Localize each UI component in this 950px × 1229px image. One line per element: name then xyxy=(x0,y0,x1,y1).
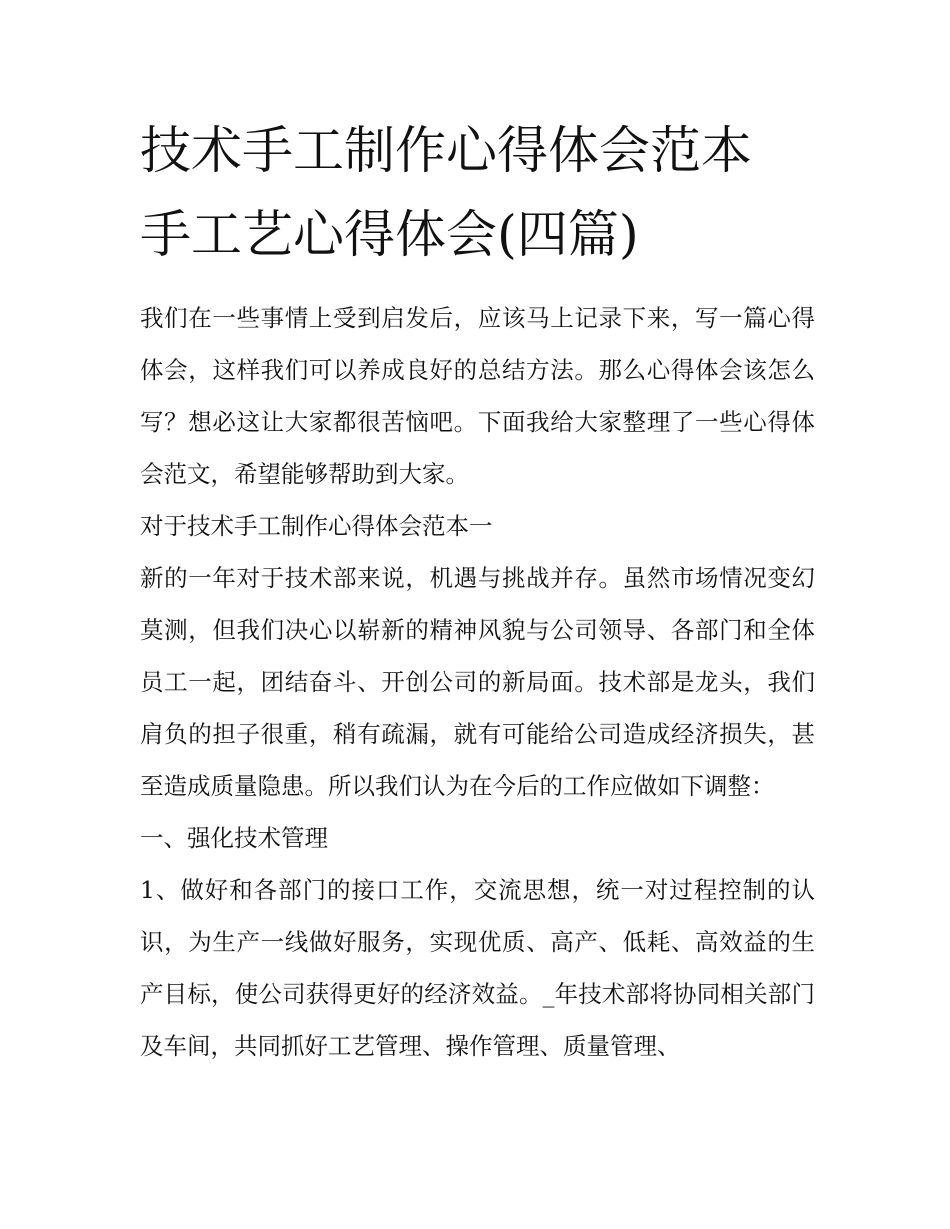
section-heading-sample-one: 对于技术手工制作心得体会范本一 xyxy=(140,512,493,540)
body-paragraph: 新的一年对于技术部来说，机遇与挑战并存。虽然市场情况变幻莫测，但我们决心以崭新的精神风貌与公司领导、各部门和全体员工一起，团结奋斗、开创公司的新局面。技术部是龙头，我们肩负的担子很重，稍有疏漏，就有可能给公司造成经济损失，甚至造成质量隐患。所以我们认为在今后的工作应做如下调整： xyxy=(140,564,815,800)
section-heading-strengthen-tech-management: 一、强化技术管理 xyxy=(140,824,328,852)
document-page xyxy=(140,110,815,1072)
intro-paragraph: 我们在一些事情上受到启发后，应该马上记录下来，写一篇心得体会，这样我们可以养成良好的总结方法。那么心得体会该怎么写？想必这让大家都很苦恼吧。下面我给大家整理了一些心得体会范文，希望能够帮助到大家。 xyxy=(140,304,815,488)
document-title: 技术手工制作心得体会范本 手工艺心得体会(四篇) xyxy=(140,122,753,265)
list-item-paragraph: 1、做好和各部门的接口工作，交流思想，统一对过程控制的认识，为生产一线做好服务，实现优质、高产、低耗、高效益的生产目标，使公司获得更好的经济效益。_年技术部将协同相关部门及车间，共同抓好工艺管理、操作管理、质量管理、 xyxy=(140,876,815,1060)
